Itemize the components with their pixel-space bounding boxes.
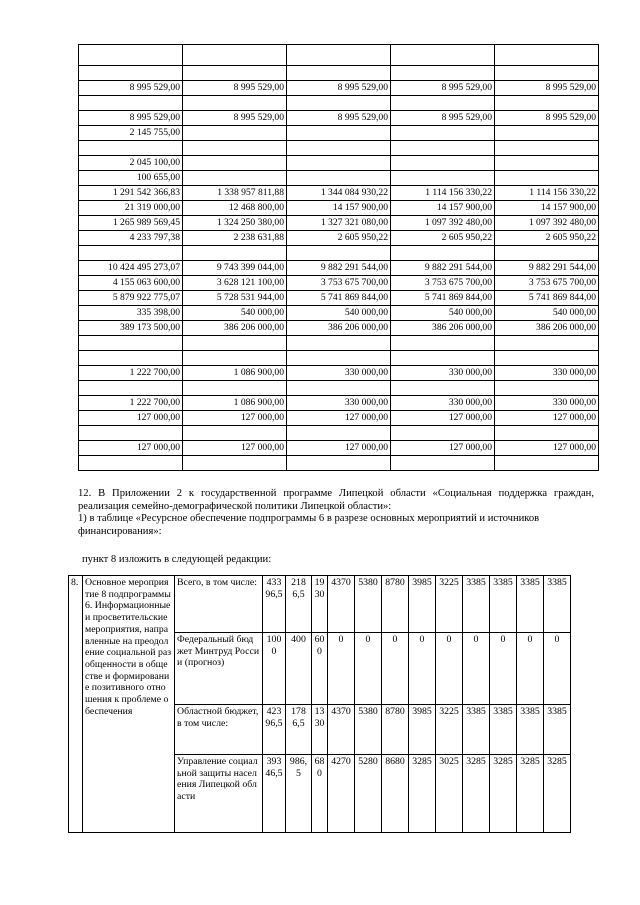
table1-cell: 8 995 529,00 [183, 111, 287, 126]
paragraph-12 [78, 488, 594, 538]
financing-table-continued [78, 44, 599, 471]
table1-cell: 1 324 250 380,00 [183, 216, 287, 231]
table1-cell: 386 206 000,00 [183, 321, 287, 336]
table1-cell [495, 456, 599, 471]
table1-row [79, 321, 599, 336]
table1-cell: 127 000,00 [287, 411, 391, 426]
table1-cell: 330 000,00 [495, 396, 599, 411]
funding-value: 3385 [544, 705, 571, 755]
table1-cell: 2 145 755,00 [79, 126, 183, 141]
funding-value: 400 [286, 633, 312, 705]
table1-cell: 540 000,00 [183, 306, 287, 321]
funding-value: 3385 [517, 576, 544, 633]
table1-cell: 8 995 529,00 [495, 81, 599, 96]
funding-value: 3985 [409, 576, 436, 633]
table1-cell [287, 45, 391, 66]
table1-cell: 8 995 529,00 [79, 111, 183, 126]
table1-cell [391, 126, 495, 141]
funding-value: 43396,5 [263, 576, 286, 633]
table1-row [79, 336, 599, 351]
table1-cell: 127 000,00 [183, 441, 287, 456]
table2-row [69, 576, 571, 633]
table1-cell: 127 000,00 [391, 411, 495, 426]
table1-cell: 386 206 000,00 [495, 321, 599, 336]
table1-cell: 8 995 529,00 [287, 81, 391, 96]
table1-cell [287, 156, 391, 171]
table1-cell [183, 351, 287, 366]
funding-value: 3225 [436, 576, 463, 633]
funding-value: 3025 [436, 755, 463, 833]
table1-row [79, 126, 599, 141]
table1-cell [287, 141, 391, 156]
table1-cell: 330 000,00 [495, 366, 599, 381]
table1-row [79, 216, 599, 231]
table1-cell [183, 456, 287, 471]
funding-value: 42396,5 [263, 705, 286, 755]
table1-row [79, 366, 599, 381]
funding-value: 5280 [355, 755, 382, 833]
table1-cell: 1 338 957 811,88 [183, 186, 287, 201]
table1-row [79, 231, 599, 246]
funding-value: 3285 [490, 755, 517, 833]
funding-value: 3985 [409, 705, 436, 755]
table1-cell [79, 141, 183, 156]
table1-row [79, 411, 599, 426]
table1-cell: 5 728 531 944,00 [183, 291, 287, 306]
table1-cell [287, 351, 391, 366]
table1-cell: 8 995 529,00 [183, 81, 287, 96]
table1-cell: 540 000,00 [391, 306, 495, 321]
table1-cell: 127 000,00 [79, 441, 183, 456]
funding-value: 4370 [328, 576, 355, 633]
table1-cell [287, 66, 391, 81]
table1-row [79, 456, 599, 471]
table1-cell [79, 96, 183, 111]
funding-value: 0 [436, 633, 463, 705]
measure-name: Основное мероприятие 8 подпрограммы 6. Информационные и просветительские мероприятия, направленные на преодоление социальной разобщенности в обществе и формирование позитивного отношения к проблеме обеспечения [83, 576, 175, 833]
table1-row [79, 381, 599, 396]
table1-row [79, 96, 599, 111]
table1-cell [287, 426, 391, 441]
table1-cell: 330 000,00 [391, 366, 495, 381]
table1-cell: 2 238 631,88 [183, 231, 287, 246]
table1-cell: 5 879 922 775,07 [79, 291, 183, 306]
funding-value: 3385 [463, 576, 490, 633]
funding-value: 3285 [463, 755, 490, 833]
table1-cell [495, 96, 599, 111]
paragraph-1-text: 1) в таблице «Ресурсное обеспечение подпрограммы 6 в разрезе основных мероприятий и источников финансирования»: [78, 513, 540, 537]
table1-cell: 127 000,00 [391, 441, 495, 456]
table1-cell: 1 097 392 480,00 [495, 216, 599, 231]
table1-cell [391, 45, 495, 66]
table1-cell [495, 141, 599, 156]
table1-row [79, 81, 599, 96]
table1-cell: 127 000,00 [495, 411, 599, 426]
table1-cell [495, 246, 599, 261]
table1-cell: 9 743 399 044,00 [183, 261, 287, 276]
table1-cell: 540 000,00 [495, 306, 599, 321]
table1-cell: 330 000,00 [287, 366, 391, 381]
table1-cell: 2 605 950,22 [495, 231, 599, 246]
table1-cell [495, 126, 599, 141]
table1-cell: 1 291 542 366,83 [79, 186, 183, 201]
table1-row [79, 426, 599, 441]
table1-cell [391, 66, 495, 81]
table1-cell [391, 351, 495, 366]
table1-cell [391, 336, 495, 351]
table1-cell [495, 45, 599, 66]
table1-row [79, 261, 599, 276]
funding-value: 3385 [544, 576, 571, 633]
punkt-8-table [68, 575, 571, 833]
table1-row [79, 141, 599, 156]
funding-value: 3385 [517, 705, 544, 755]
table1-row [79, 276, 599, 291]
table1-cell: 9 882 291 544,00 [287, 261, 391, 276]
table1-row [79, 246, 599, 261]
table1-cell [287, 246, 391, 261]
funding-value: 8780 [382, 576, 409, 633]
table1-cell: 127 000,00 [79, 411, 183, 426]
table1-cell: 8 995 529,00 [287, 111, 391, 126]
funding-value: 1000 [263, 633, 286, 705]
funding-value: 0 [463, 633, 490, 705]
table1-cell [183, 246, 287, 261]
table1-cell [79, 336, 183, 351]
table1-cell [287, 171, 391, 186]
table1-row [79, 156, 599, 171]
funding-value: 3225 [436, 705, 463, 755]
funding-value: 1786,5 [286, 705, 312, 755]
table1-cell [391, 456, 495, 471]
table1-cell: 5 741 869 844,00 [287, 291, 391, 306]
paragraph-punkt [82, 554, 598, 567]
funding-value: 4370 [328, 705, 355, 755]
funding-value: 2186,5 [286, 576, 312, 633]
table1-cell [495, 156, 599, 171]
funding-value: 3385 [490, 705, 517, 755]
table1-cell: 127 000,00 [287, 441, 391, 456]
table1-cell: 12 468 800,00 [183, 201, 287, 216]
funding-value: 0 [517, 633, 544, 705]
table1-cell [79, 426, 183, 441]
table1-cell: 540 000,00 [287, 306, 391, 321]
funding-value: 0 [355, 633, 382, 705]
table1-cell: 3 753 675 700,00 [391, 276, 495, 291]
table1-cell: 2 045 100,00 [79, 156, 183, 171]
funding-value: 3385 [463, 705, 490, 755]
table1-cell [495, 381, 599, 396]
table1-cell: 3 753 675 700,00 [287, 276, 391, 291]
table1-cell: 1 222 700,00 [79, 396, 183, 411]
table1-cell: 1 265 989 569,45 [79, 216, 183, 231]
table1-cell: 127 000,00 [183, 411, 287, 426]
table1-cell: 1 327 321 080,00 [287, 216, 391, 231]
table1-row [79, 66, 599, 81]
table1-cell [183, 426, 287, 441]
funding-value: 1330 [312, 705, 328, 755]
funding-value: 0 [490, 633, 517, 705]
paragraph-12-text: 12. В Приложении 2 к государственной программе Липецкой области «Социальная поддержка граждан, реализация семейно-демографической политики Липецкой области»: [78, 488, 594, 512]
table1-cell [391, 426, 495, 441]
table1-row [79, 171, 599, 186]
funding-value: 3385 [490, 576, 517, 633]
table1-cell [391, 381, 495, 396]
table1-cell [183, 156, 287, 171]
table1-cell: 3 753 675 700,00 [495, 276, 599, 291]
table1-cell [287, 96, 391, 111]
table1-cell [79, 351, 183, 366]
table1-cell [79, 246, 183, 261]
table1-cell [287, 126, 391, 141]
funding-value: 4270 [328, 755, 355, 833]
table1-cell: 1 097 392 480,00 [391, 216, 495, 231]
table1-cell: 8 995 529,00 [391, 81, 495, 96]
table1-cell [495, 426, 599, 441]
table1-cell: 14 157 900,00 [391, 201, 495, 216]
table1-cell [183, 336, 287, 351]
funding-value: 8780 [382, 705, 409, 755]
table1-row [79, 201, 599, 216]
table1-cell: 8 995 529,00 [79, 81, 183, 96]
table1-row [79, 45, 599, 66]
table1-row [79, 291, 599, 306]
funding-value: 39346,5 [263, 755, 286, 833]
table1-cell: 330 000,00 [391, 396, 495, 411]
table1-cell: 1 086 900,00 [183, 366, 287, 381]
table1-cell [287, 336, 391, 351]
table1-row [79, 186, 599, 201]
funding-value: 0 [328, 633, 355, 705]
funding-value: 680 [312, 755, 328, 833]
table1-cell: 386 206 000,00 [391, 321, 495, 336]
table1-cell [391, 156, 495, 171]
table1-cell [495, 171, 599, 186]
table1-cell [79, 456, 183, 471]
table1-cell: 1 086 900,00 [183, 396, 287, 411]
table1-cell: 4 233 797,38 [79, 231, 183, 246]
funding-value: 0 [544, 633, 571, 705]
table1-cell: 10 424 495 273,07 [79, 261, 183, 276]
funding-value: 600 [312, 633, 328, 705]
table1-cell: 4 155 063 600,00 [79, 276, 183, 291]
funding-value: 3285 [544, 755, 571, 833]
table1-cell [391, 246, 495, 261]
table1-cell: 335 398,00 [79, 306, 183, 321]
funding-value: 0 [409, 633, 436, 705]
table1-cell: 1 344 084 930,22 [287, 186, 391, 201]
table1-cell [79, 45, 183, 66]
table1-cell [391, 171, 495, 186]
funding-value: 986,5 [286, 755, 312, 833]
paragraph-punkt-text: пункт 8 изложить в следующей редакции: [82, 554, 272, 565]
table1-cell [183, 66, 287, 81]
table1-cell: 9 882 291 544,00 [391, 261, 495, 276]
table1-cell [79, 381, 183, 396]
table1-cell: 5 741 869 844,00 [391, 291, 495, 306]
table1-cell [495, 336, 599, 351]
table1-cell: 5 741 869 844,00 [495, 291, 599, 306]
funding-source: Всего, в том числе: [175, 576, 263, 633]
table1-cell [287, 456, 391, 471]
table1-cell [183, 381, 287, 396]
table1-cell: 1 222 700,00 [79, 366, 183, 381]
table1-row [79, 396, 599, 411]
funding-value: 3285 [409, 755, 436, 833]
table1-cell [287, 381, 391, 396]
funding-value: 3285 [517, 755, 544, 833]
funding-value: 8680 [382, 755, 409, 833]
funding-value: 0 [382, 633, 409, 705]
funding-value: 1930 [312, 576, 328, 633]
table1-cell [183, 45, 287, 66]
table1-cell: 14 157 900,00 [287, 201, 391, 216]
table1-cell: 8 995 529,00 [495, 111, 599, 126]
table1-cell: 386 206 000,00 [287, 321, 391, 336]
table1-cell: 2 605 950,22 [287, 231, 391, 246]
funding-source: Федеральный бюджет Минтруд России (прогноз) [175, 633, 263, 705]
table1-row [79, 441, 599, 456]
table1-cell [183, 126, 287, 141]
table1-cell [183, 171, 287, 186]
table1-cell: 2 605 950,22 [391, 231, 495, 246]
item-number: 8. [69, 576, 83, 833]
table1-cell: 8 995 529,00 [391, 111, 495, 126]
funding-source: Областной бюджет, в том числе: [175, 705, 263, 755]
table1-cell [183, 96, 287, 111]
table1-cell: 14 157 900,00 [495, 201, 599, 216]
table1-cell: 1 114 156 330,22 [391, 186, 495, 201]
funding-source: Управление социальной защиты населения Липецкой области [175, 755, 263, 833]
table1-cell: 9 882 291 544,00 [495, 261, 599, 276]
table1-cell [183, 141, 287, 156]
table1-cell [495, 66, 599, 81]
table1-cell: 21 319 000,00 [79, 201, 183, 216]
table1-cell [391, 96, 495, 111]
table1-cell: 1 114 156 330,22 [495, 186, 599, 201]
table1-cell [391, 141, 495, 156]
table1-cell: 127 000,00 [495, 441, 599, 456]
funding-value: 5380 [355, 705, 382, 755]
funding-value: 5380 [355, 576, 382, 633]
table1-cell: 100 655,00 [79, 171, 183, 186]
table1-cell: 389 173 500,00 [79, 321, 183, 336]
table1-cell [495, 351, 599, 366]
table1-row [79, 351, 599, 366]
table1-cell [79, 66, 183, 81]
table1-cell: 3 628 121 100,00 [183, 276, 287, 291]
table1-row [79, 111, 599, 126]
table1-row [79, 306, 599, 321]
table1-cell: 330 000,00 [287, 396, 391, 411]
